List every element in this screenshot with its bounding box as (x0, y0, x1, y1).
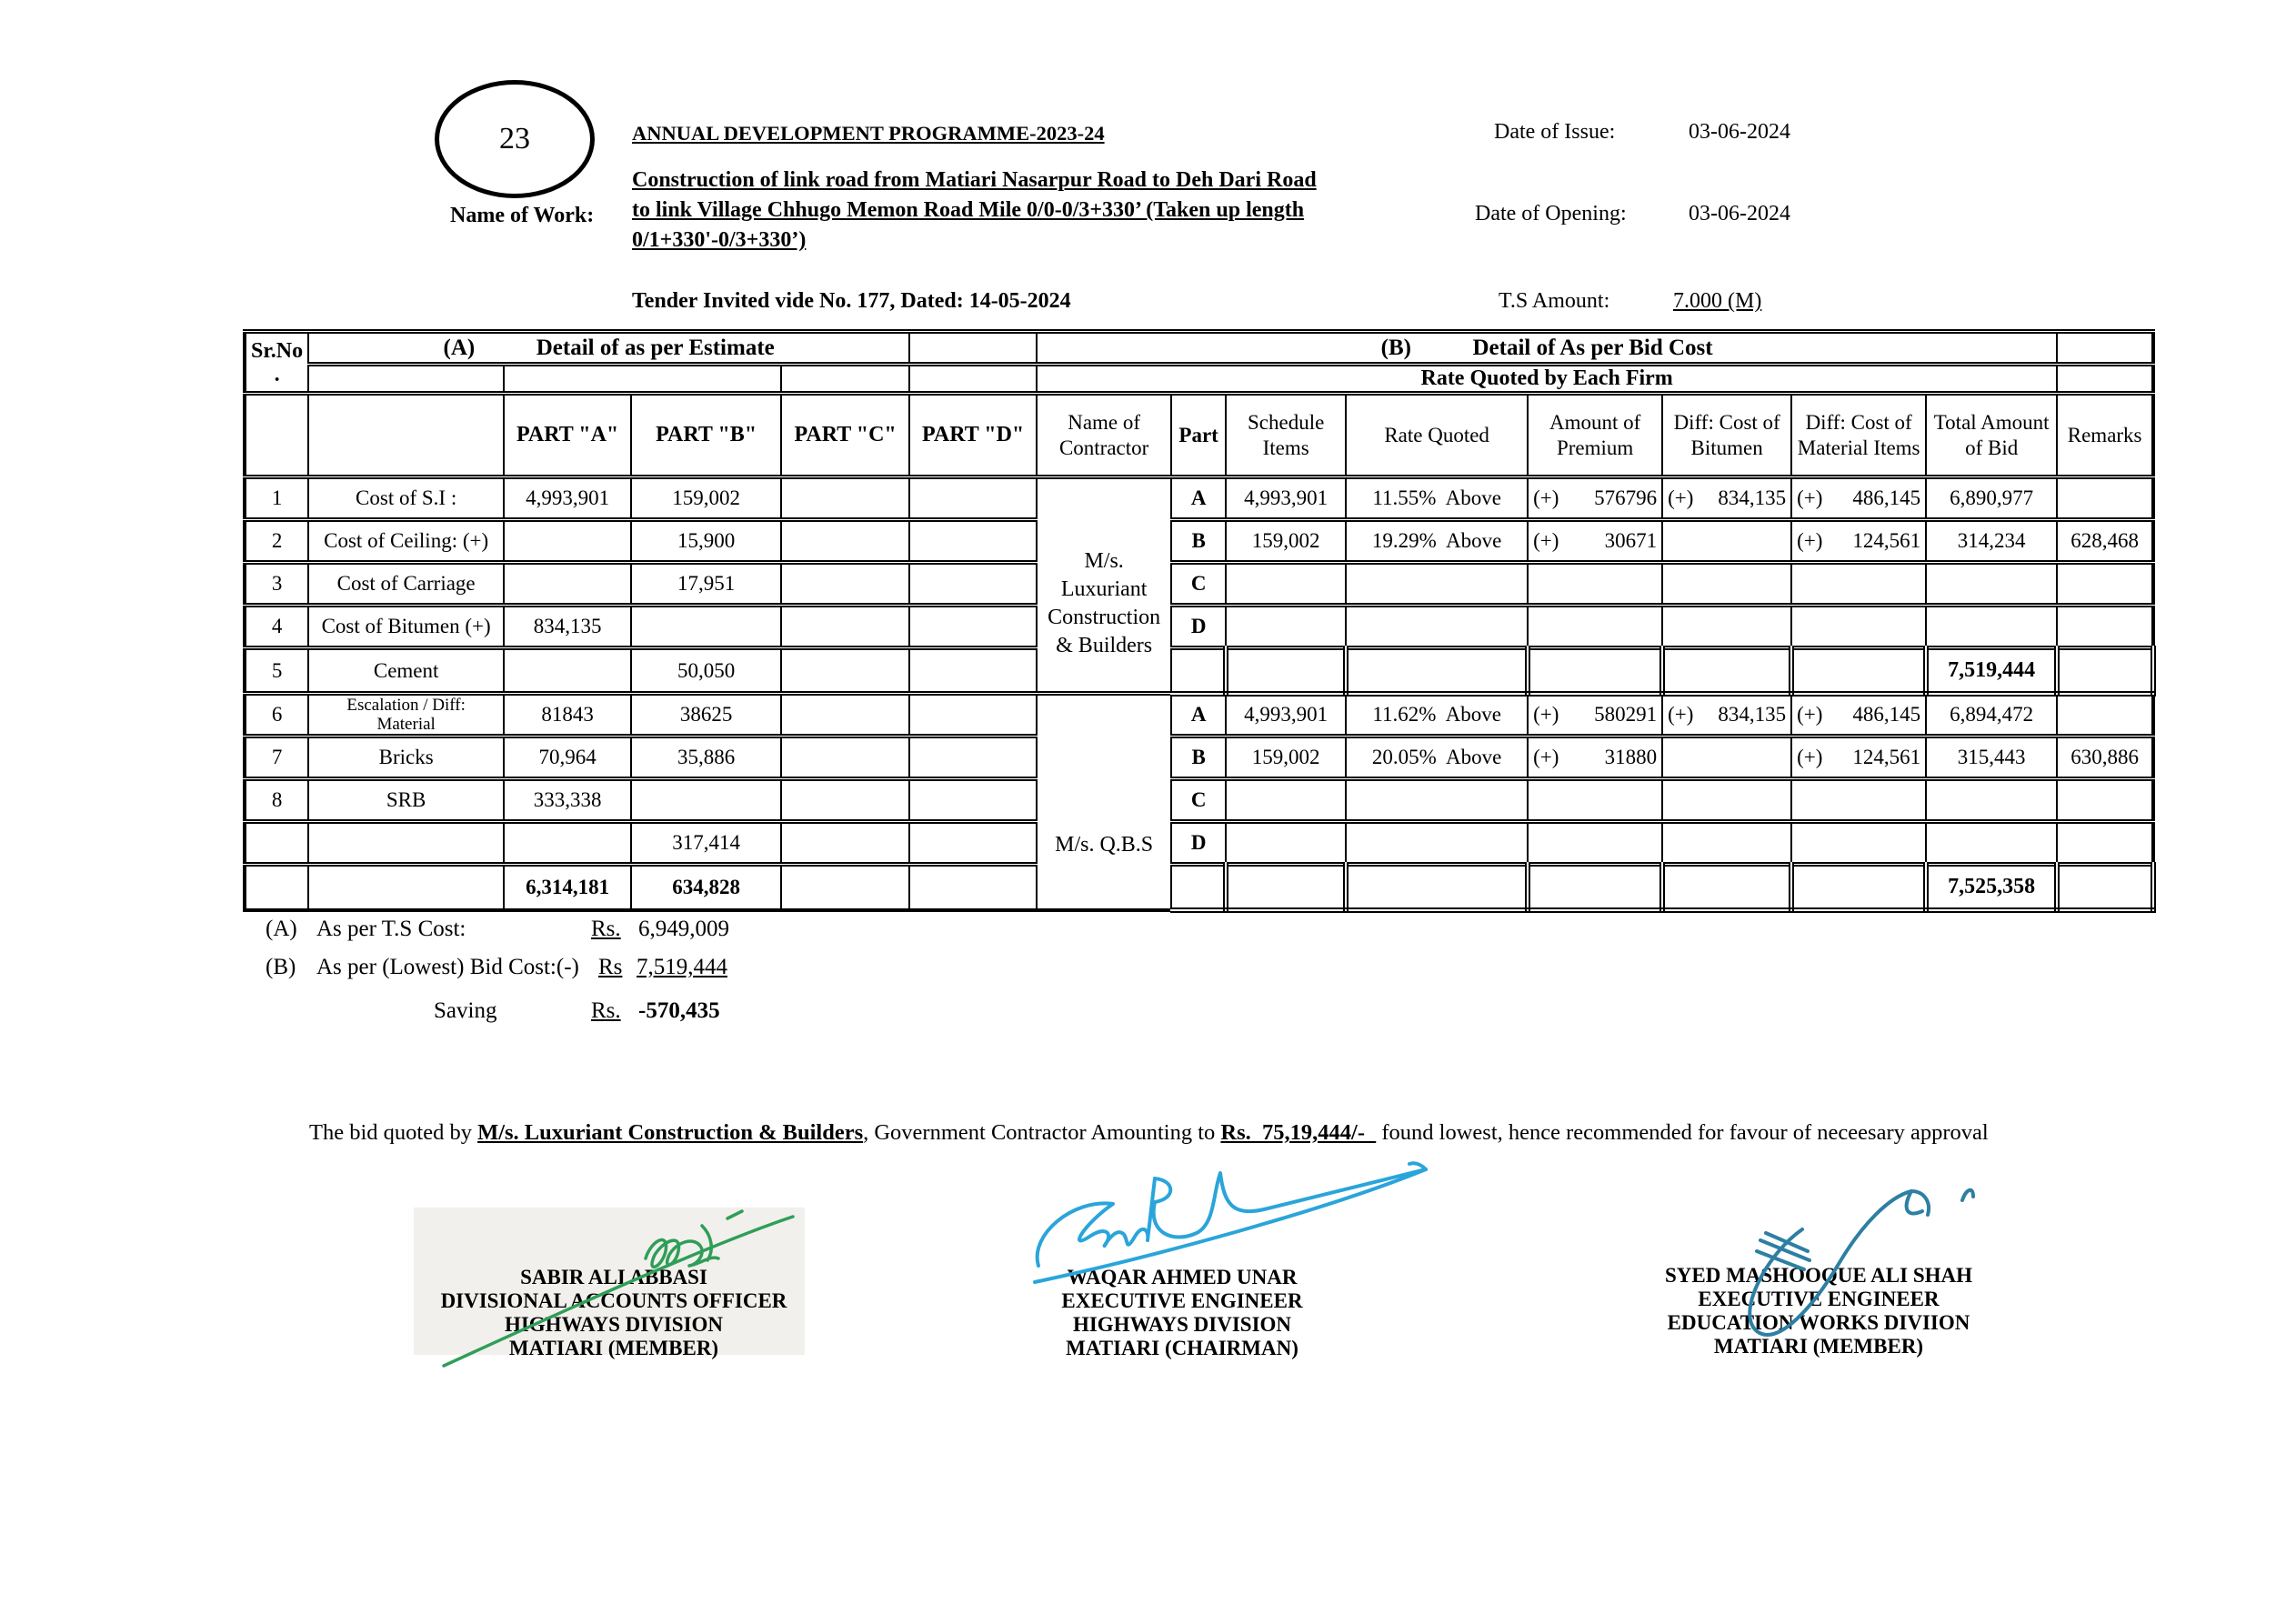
header-spacer-remarks (2057, 332, 2153, 365)
remarks-value (2057, 779, 2153, 822)
col-total: Total Amount of Bid (1926, 394, 2057, 477)
part-b-value (631, 606, 781, 648)
sr-no: 4 (245, 606, 308, 648)
remarks-value (2057, 606, 2153, 648)
signature-member2 (1700, 1175, 1982, 1348)
total-bid: 6,890,977 (1926, 477, 2057, 520)
diff-bitumen (1662, 779, 1791, 822)
part-a-value: 81843 (504, 694, 631, 737)
col-premium: Amount of Premium (1528, 394, 1662, 477)
part-a-value: 834,135 (504, 606, 631, 648)
rate-quoted: 19.29% Above (1346, 520, 1528, 563)
estimate-item (308, 865, 504, 910)
part-a-value: 4,993,901 (504, 477, 631, 520)
part-b-value: 38625 (631, 694, 781, 737)
total-bid (1926, 563, 2057, 606)
part-c-value (781, 737, 909, 779)
sr-no: 8 (245, 779, 308, 822)
part-a-value (504, 563, 631, 606)
sr-no: 6 (245, 694, 308, 737)
firm-total-spacer (1226, 865, 1346, 910)
total-bid (1926, 606, 2057, 648)
signature-member1 (427, 1198, 809, 1371)
diff-bitumen (1662, 606, 1791, 648)
tender-invited-line: Tender Invited vide No. 177, Dated: 14-05-2024 (632, 289, 1071, 313)
diff-bitumen (1662, 822, 1791, 865)
signatory-member2-block: SYED MASHOOQUE ALI SHAH EXECUTIVE ENGINEER EDUCATION WORKS DIVIION MATIARI (MEMBER) (1664, 1264, 1973, 1358)
ts-amount-label: T.S Amount: (1499, 289, 1610, 313)
estimate-item (308, 822, 504, 865)
signatory-chairman-block: WAQAR AHMED UNAR EXECUTIVE ENGINEER HIGHWAYS DIVISION MATIARI (CHAIRMAN) (1061, 1266, 1303, 1359)
recommended-firm: M/s. Luxuriant Construction & Builders (477, 1120, 864, 1145)
spacer-cell (308, 365, 504, 394)
date-of-opening-label: Date of Opening: (1475, 202, 1627, 226)
schedule-items: 159,002 (1226, 520, 1346, 563)
diff-material: (+) 124,561 (1791, 520, 1926, 563)
spacer-cell (909, 365, 1037, 394)
diff-bitumen (1662, 520, 1791, 563)
remarks-value: 630,886 (2057, 737, 2153, 779)
firm-total-spacer (1791, 648, 1926, 694)
programme-title: ANNUAL DEVELOPMENT PROGRAMME-2023-24 (632, 122, 1105, 145)
sr-no (245, 865, 308, 910)
summary-b-label: (B) (266, 955, 296, 979)
contractor-name-cell: M/s. Q.B.S (1037, 694, 1171, 910)
summary-saving-label: Saving (434, 998, 497, 1023)
summary-saving-value: -570,435 (638, 998, 720, 1023)
total-bid (1926, 822, 2057, 865)
header-spacer-d (909, 332, 1037, 365)
estimate-item: Cost of Ceiling: (+) (308, 520, 504, 563)
spacer-cell (781, 365, 909, 394)
diff-material: (+) 486,145 (1791, 477, 1926, 520)
part-letter: A (1171, 477, 1226, 520)
amount-premium: (+) 580291 (1528, 694, 1662, 737)
ts-amount-value: 7.000 (M) (1673, 289, 1762, 313)
work-description-line2: to link Village Chhugo Memon Road Mile 0/0-0/3+330’ (Taken up length (632, 198, 1305, 222)
part-d-value (909, 865, 1037, 910)
rate-quoted: 20.05% Above (1346, 737, 1528, 779)
page-number: 23 (499, 122, 530, 155)
bid-comparison-table (243, 329, 2156, 913)
firm-total-spacer (1226, 648, 1346, 694)
srno-header: Sr.No . (245, 332, 308, 394)
part-d-value (909, 822, 1037, 865)
schedule-items (1226, 822, 1346, 865)
rate-quoted (1346, 563, 1528, 606)
part-a-value: 333,338 (504, 779, 631, 822)
estimate-item: Cost of S.I : (308, 477, 504, 520)
recommended-amount: Rs. 75,19,444/- (1220, 1120, 1377, 1145)
rate-quoted (1346, 822, 1528, 865)
rate-quoted (1346, 779, 1528, 822)
part-a-total: 6,314,181 (504, 865, 631, 910)
diff-bitumen: (+) 834,135 (1662, 477, 1791, 520)
spacer-cell (2057, 365, 2153, 394)
total-bid: 315,443 (1926, 737, 2057, 779)
part-c-value (781, 779, 909, 822)
recommendation-line: The bid quoted by M/s. Luxuriant Construction & Builders, Government Contractor Amounting to Rs. 75,19,444/- found lowest, hence recommended for favour of neceesary approval (309, 1120, 1989, 1145)
col-rate: Rate Quoted (1346, 394, 1528, 477)
part-d-value (909, 606, 1037, 648)
firm-total-spacer (1346, 648, 1528, 694)
amount-premium (1528, 563, 1662, 606)
part-letter: A (1171, 694, 1226, 737)
remarks-value (2057, 477, 2153, 520)
rate-quoted-banner: Rate Quoted by Each Firm (1037, 365, 2057, 394)
sr-no: 2 (245, 520, 308, 563)
spacer-cell (504, 365, 781, 394)
part-b-value: 17,951 (631, 563, 781, 606)
diff-material: (+) 124,561 (1791, 737, 1926, 779)
date-of-opening-value: 03-06-2024 (1689, 202, 1790, 226)
firm-total-spacer (2057, 865, 2153, 910)
amount-premium: (+) 31880 (1528, 737, 1662, 779)
part-b-value (631, 779, 781, 822)
diff-material (1791, 779, 1926, 822)
spacer-cell (245, 394, 308, 477)
part-c-value (781, 606, 909, 648)
part-c-value (781, 694, 909, 737)
signatory-member1-block: SABIR ALI ABBASI DIVISIONAL ACCOUNTS OFFICER HIGHWAYS DIVISION MATIARI (MEMBER) (440, 1266, 787, 1359)
signature-chairman (1028, 1148, 1446, 1302)
summary-b-value: 7,519,444 (637, 955, 727, 979)
firm-total-spacer (1171, 865, 1226, 910)
col-part-c: PART "C" (781, 394, 909, 477)
sr-no: 7 (245, 737, 308, 779)
part-d-value (909, 648, 1037, 694)
col-material: Diff: Cost of Material Items (1791, 394, 1926, 477)
sr-no: 5 (245, 648, 308, 694)
remarks-value (2057, 694, 2153, 737)
col-schedule: Schedule Items (1226, 394, 1346, 477)
estimate-item: Cost of Bitumen (+) (308, 606, 504, 648)
summary-b-rs: Rs (598, 955, 623, 979)
part-c-value (781, 477, 909, 520)
part-b-value: 50,050 (631, 648, 781, 694)
part-a-value (504, 822, 631, 865)
estimate-item: Bricks (308, 737, 504, 779)
part-d-value (909, 563, 1037, 606)
amount-premium (1528, 822, 1662, 865)
summary-a-label: (A) (266, 917, 297, 941)
estimate-item: Cost of Carriage (308, 563, 504, 606)
col-bitumen: Diff: Cost of Bitumen (1662, 394, 1791, 477)
diff-material (1791, 606, 1926, 648)
work-description-line1: Construction of link road from Matiari Nasarpur Road to Deh Dari Road (632, 168, 1317, 192)
firm-total-spacer (1662, 865, 1791, 910)
part-letter: B (1171, 520, 1226, 563)
part-b-value: 15,900 (631, 520, 781, 563)
schedule-items: 159,002 (1226, 737, 1346, 779)
sr-no (245, 822, 308, 865)
diff-material (1791, 822, 1926, 865)
remarks-value: 628,468 (2057, 520, 2153, 563)
name-of-work-label: Name of Work: (450, 204, 595, 227)
part-b-value: 35,886 (631, 737, 781, 779)
total-bid: 314,234 (1926, 520, 2057, 563)
schedule-items (1226, 606, 1346, 648)
firm-total-spacer (1791, 865, 1926, 910)
summary-a-value: 6,949,009 (638, 917, 729, 941)
firm-total-spacer (2057, 648, 2153, 694)
col-part-d: PART "D" (909, 394, 1037, 477)
part-letter: C (1171, 563, 1226, 606)
part-b-total: 634,828 (631, 865, 781, 910)
work-description-line3: 0/1+330'-0/3+330’) (632, 228, 807, 252)
remarks-value (2057, 822, 2153, 865)
firm-total-spacer (1662, 648, 1791, 694)
part-a-value (504, 520, 631, 563)
date-of-issue-label: Date of Issue: (1494, 120, 1616, 144)
total-bid (1926, 779, 2057, 822)
schedule-items: 4,993,901 (1226, 694, 1346, 737)
firm-total-spacer (1528, 648, 1662, 694)
part-d-value (909, 520, 1037, 563)
part-c-value (781, 822, 909, 865)
amount-premium (1528, 779, 1662, 822)
part-a-value: 70,964 (504, 737, 631, 779)
diff-material: (+) 486,145 (1791, 694, 1926, 737)
col-part-a: PART "A" (504, 394, 631, 477)
remarks-value (2057, 563, 2153, 606)
col-part: Part (1171, 394, 1226, 477)
part-c-value (781, 865, 909, 910)
diff-material (1791, 563, 1926, 606)
total-bid: 6,894,472 (1926, 694, 2057, 737)
part-d-value (909, 737, 1037, 779)
summary-saving-rs: Rs. (591, 998, 621, 1023)
firm-grand-total: 7,525,358 (1926, 865, 2057, 910)
contractor-name-cell: M/s. Luxuriant Construction & Builders (1037, 477, 1171, 694)
section-a-header: (A) Detail of as per Estimate (308, 332, 909, 365)
date-of-issue-value: 03-06-2024 (1689, 120, 1790, 144)
summary-a-rs: Rs. (591, 917, 621, 941)
col-remarks: Remarks (2057, 394, 2153, 477)
diff-bitumen (1662, 737, 1791, 779)
schedule-items (1226, 563, 1346, 606)
spacer-cell (308, 394, 504, 477)
sr-no: 3 (245, 563, 308, 606)
part-d-value (909, 694, 1037, 737)
col-part-b: PART "B" (631, 394, 781, 477)
page-number-oval (435, 80, 595, 198)
diff-bitumen (1662, 563, 1791, 606)
firm-total-spacer (1346, 865, 1528, 910)
firm-total-spacer (1528, 865, 1662, 910)
part-letter: C (1171, 779, 1226, 822)
schedule-items (1226, 779, 1346, 822)
amount-premium: (+) 30671 (1528, 520, 1662, 563)
col-contractor: Name of Contractor (1037, 394, 1171, 477)
estimate-item: SRB (308, 779, 504, 822)
sr-no: 1 (245, 477, 308, 520)
part-d-value (909, 779, 1037, 822)
rate-quoted (1346, 606, 1528, 648)
part-d-value (909, 477, 1037, 520)
part-letter: B (1171, 737, 1226, 779)
estimate-item: Cement (308, 648, 504, 694)
firm-total-spacer (1171, 648, 1226, 694)
part-c-value (781, 648, 909, 694)
rate-quoted: 11.62% Above (1346, 694, 1528, 737)
amount-premium (1528, 606, 1662, 648)
part-c-value (781, 520, 909, 563)
part-a-value (504, 648, 631, 694)
estimate-item: Escalation / Diff: Material (308, 694, 504, 737)
part-b-value: 317,414 (631, 822, 781, 865)
summary-b-text: As per (Lowest) Bid Cost:(-) (316, 955, 579, 979)
part-c-value (781, 563, 909, 606)
amount-premium: (+) 576796 (1528, 477, 1662, 520)
part-letter: D (1171, 606, 1226, 648)
section-b-header: (B) Detail of As per Bid Cost (1037, 332, 2057, 365)
diff-bitumen: (+) 834,135 (1662, 694, 1791, 737)
schedule-items: 4,993,901 (1226, 477, 1346, 520)
firm-grand-total: 7,519,444 (1926, 648, 2057, 694)
part-letter: D (1171, 822, 1226, 865)
rate-quoted: 11.55% Above (1346, 477, 1528, 520)
summary-a-text: As per T.S Cost: (316, 917, 466, 941)
part-b-value: 159,002 (631, 477, 781, 520)
